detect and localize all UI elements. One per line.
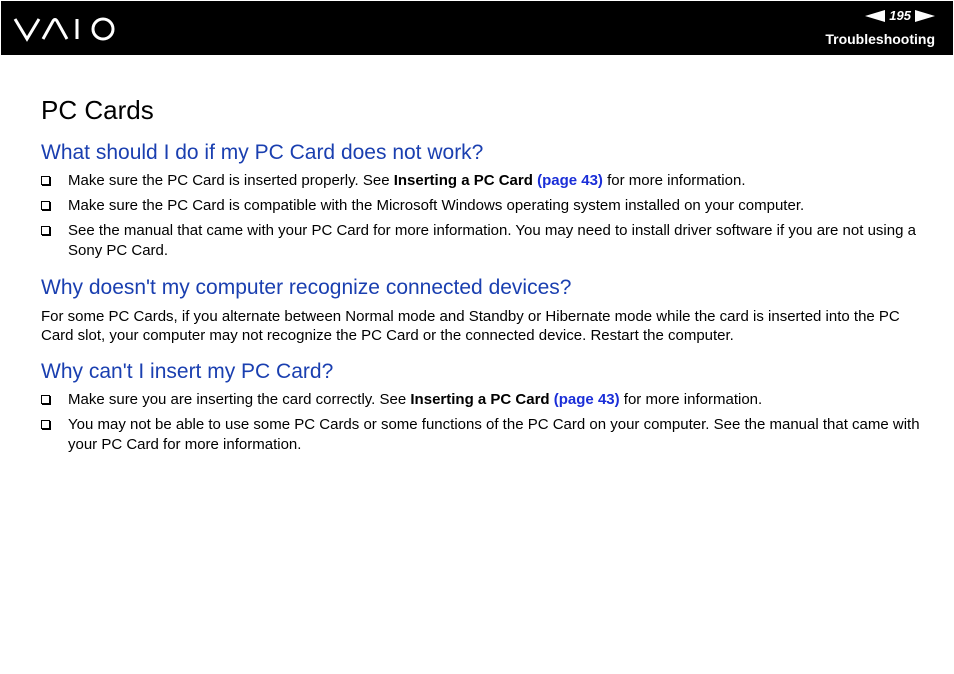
reference-title: Inserting a PC Card — [410, 391, 550, 408]
list-item: Make sure the PC Card is compatible with the Microsoft Windows operating system installed on your computer. — [41, 196, 921, 216]
list-item: You may not be able to use some PC Cards or some functions of the PC Card on your computer. See the manual that came with your PC Card for more information. — [41, 415, 921, 455]
section-title: Troubleshooting — [825, 31, 935, 47]
page-reference-link[interactable]: (page 43) — [537, 172, 603, 189]
checkbox-bullet-icon — [41, 226, 50, 235]
previous-page-arrow-icon[interactable] — [865, 10, 885, 22]
checkbox-bullet-icon — [41, 201, 50, 210]
question-heading-card-not-working: What should I do if my PC Card does not work? — [41, 141, 484, 164]
page-title: PC Cards — [41, 95, 154, 125]
list-item: Make sure you are inserting the card correctly. See Inserting a PC Card (page 43) for more information. — [41, 390, 921, 410]
vaio-logo — [13, 15, 123, 43]
checkbox-bullet-icon — [41, 395, 50, 404]
reference-title: Inserting a PC Card — [393, 172, 533, 189]
checkbox-bullet-icon — [41, 176, 50, 185]
pager — [865, 8, 935, 24]
page-content — [41, 93, 921, 460]
checkbox-bullet-icon — [41, 420, 50, 429]
page-number: 195 — [889, 8, 911, 23]
answer-list-card-not-working — [41, 171, 921, 261]
list-item: See the manual that came with your PC Card for more information. You may need to install driver software if you are not using a Sony PC Card. — [41, 221, 921, 261]
answer-paragraph-devices-not-recognized: For some PC Cards, if you alternate between Normal mode and Standby or Hibernate mode while the card is inserted into the PC Card slot, your computer may not recognize the PC Card or the connected device. Restart the computer. — [41, 308, 900, 344]
next-page-arrow-icon[interactable] — [915, 10, 935, 22]
page-reference-link[interactable]: (page 43) — [553, 391, 620, 408]
question-heading-devices-not-recognized: Why doesn't my computer recognize connected devices? — [41, 276, 572, 299]
question-heading-cannot-insert-card: Why can't I insert my PC Card? — [41, 360, 334, 383]
answer-list-cannot-insert-card — [41, 390, 921, 455]
list-item: Make sure the PC Card is inserted properly. See Inserting a PC Card (page 43) for more information. — [41, 171, 921, 191]
page-header — [1, 1, 953, 55]
